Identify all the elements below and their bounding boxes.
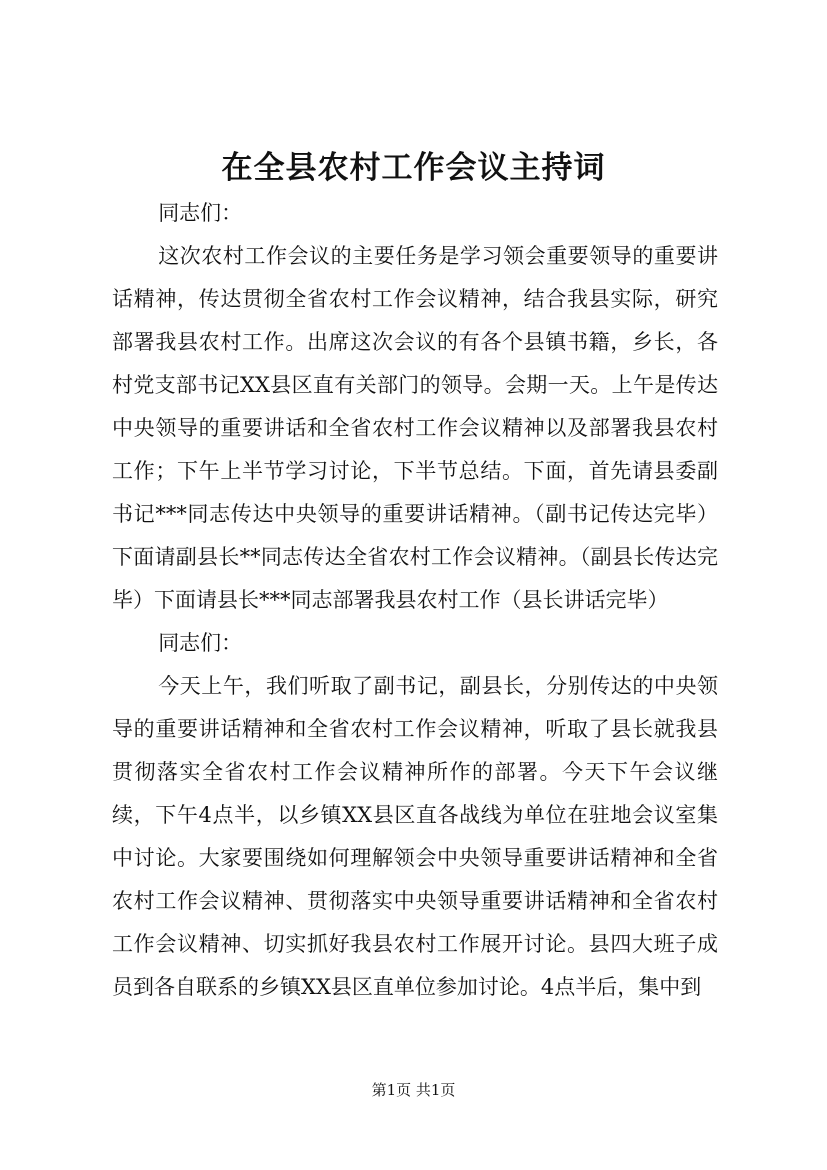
salutation-paragraph: 同志们：: [158, 631, 243, 655]
document-title: 在全县农村工作会议主持词: [221, 150, 606, 186]
document-body: [112, 192, 718, 1009]
body-paragraph: 今天上午，我们听取了副书记，副县长，分别传达的中央领导的重要讲话精神和全省农村工作会议精神，听取了县长就我县贯彻落实全省农村工作会议精神所作的部署。今天下午会议继续，下午4点半，以乡镇XX县区直各战线为单位在驻地会议室集中讨论。大家要围绕如何理解领会中央领导重要讲话精神和全省农村工作会议精神、贯彻落实中央领导重要讲话精神和全省农村工作会议精神、切实抓好我县农村工作展开讨论。县四大班子成员到各自联系的乡镇XX县区直单位参加讨论。4点半后，集中到: [112, 674, 718, 999]
page-footer: [0, 1080, 827, 1100]
page-number-label: 第1页 共1页: [371, 1081, 456, 1099]
salutation-paragraph: 同志们：: [158, 201, 243, 225]
body-paragraph: 这次农村工作会议的主要任务是学习领会重要领导的重要讲话精神，传达贯彻全省农村工作会议精神，结合我县实际，研究部署我县农村工作。出席这次会议的有各个县镇书籍，乡长，各村党支部书记XX县区直有关部门的领导。会期一天。上午是传达中央领导的重要讲话和全省农村工作会议精神以及部署我县农村工作；下午上半节学习讨论，下半节总结。下面，首先请县委副书记***同志传达中央领导的重要讲话精神。（副书记传达完毕）下面请副县长**同志传达全省农村工作会议精神。（副县长传达完毕）下面请县长***同志部署我县农村工作（县长讲话完毕）: [112, 244, 718, 612]
